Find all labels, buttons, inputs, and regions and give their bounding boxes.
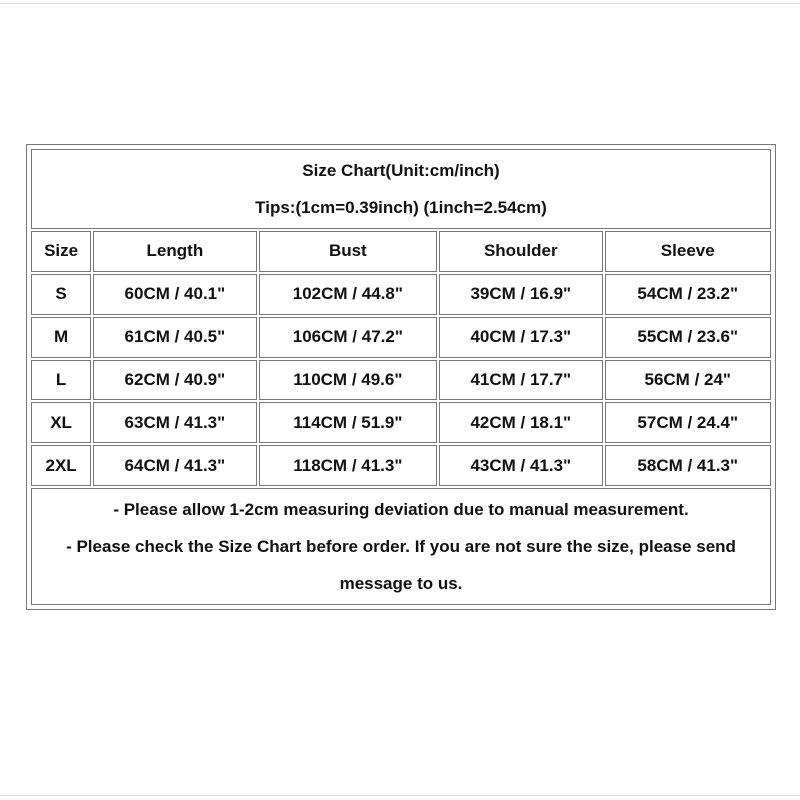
note-measurement-deviation: - Please allow 1-2cm measuring deviation due to manual measurement. [113,500,689,520]
conversion-tips: Tips:(1cm=0.39inch) (1inch=2.54cm) [255,197,547,217]
column-header-sleeve: Sleeve [605,231,772,272]
sleeve-cell: 55CM / 23.6" [605,317,772,358]
table-row [31,274,771,315]
bust-cell: 106CM / 47.2" [259,317,437,358]
shoulder-cell: 40CM / 17.3" [439,317,602,358]
size-cell: L [31,360,91,401]
size-cell: S [31,274,91,315]
column-header-size: Size [31,231,91,272]
note-check-size-chart: - Please check the Size Chart before order. If you are not sure the size, please send [66,537,736,557]
column-header-shoulder: Shoulder [439,231,602,272]
size-cell: 2XL [31,445,91,486]
bust-cell: 102CM / 44.8" [259,274,437,315]
size-table [29,147,773,607]
column-header-row [31,231,771,272]
shoulder-cell: 39CM / 16.9" [439,274,602,315]
table-row [31,317,771,358]
sleeve-cell: 58CM / 41.3" [605,445,772,486]
chart-header-row [31,149,771,229]
sleeve-cell: 56CM / 24" [605,360,772,401]
chart-title: Size Chart(Unit:cm/inch) [302,160,500,180]
bust-cell: 114CM / 51.9" [259,402,437,443]
bust-cell: 110CM / 49.6" [259,360,437,401]
shoulder-cell: 43CM / 41.3" [439,445,602,486]
notes-row [31,488,771,605]
size-chart [26,144,776,610]
length-cell: 62CM / 40.9" [93,360,256,401]
length-cell: 60CM / 40.1" [93,274,256,315]
length-cell: 63CM / 41.3" [93,402,256,443]
table-row [31,402,771,443]
size-cell: M [31,317,91,358]
top-divider [0,3,800,4]
note-message-us: message to us. [339,574,463,594]
table-row [31,360,771,401]
column-header-length: Length [93,231,256,272]
size-cell: XL [31,402,91,443]
notes-cell [31,488,771,605]
bust-cell: 118CM / 41.3" [259,445,437,486]
shoulder-cell: 41CM / 17.7" [439,360,602,401]
length-cell: 64CM / 41.3" [93,445,256,486]
sleeve-cell: 57CM / 24.4" [605,402,772,443]
column-header-bust: Bust [259,231,437,272]
chart-header-cell [31,149,771,229]
bottom-divider [0,795,800,796]
sleeve-cell: 54CM / 23.2" [605,274,772,315]
table-row [31,445,771,486]
length-cell: 61CM / 40.5" [93,317,256,358]
shoulder-cell: 42CM / 18.1" [439,402,602,443]
